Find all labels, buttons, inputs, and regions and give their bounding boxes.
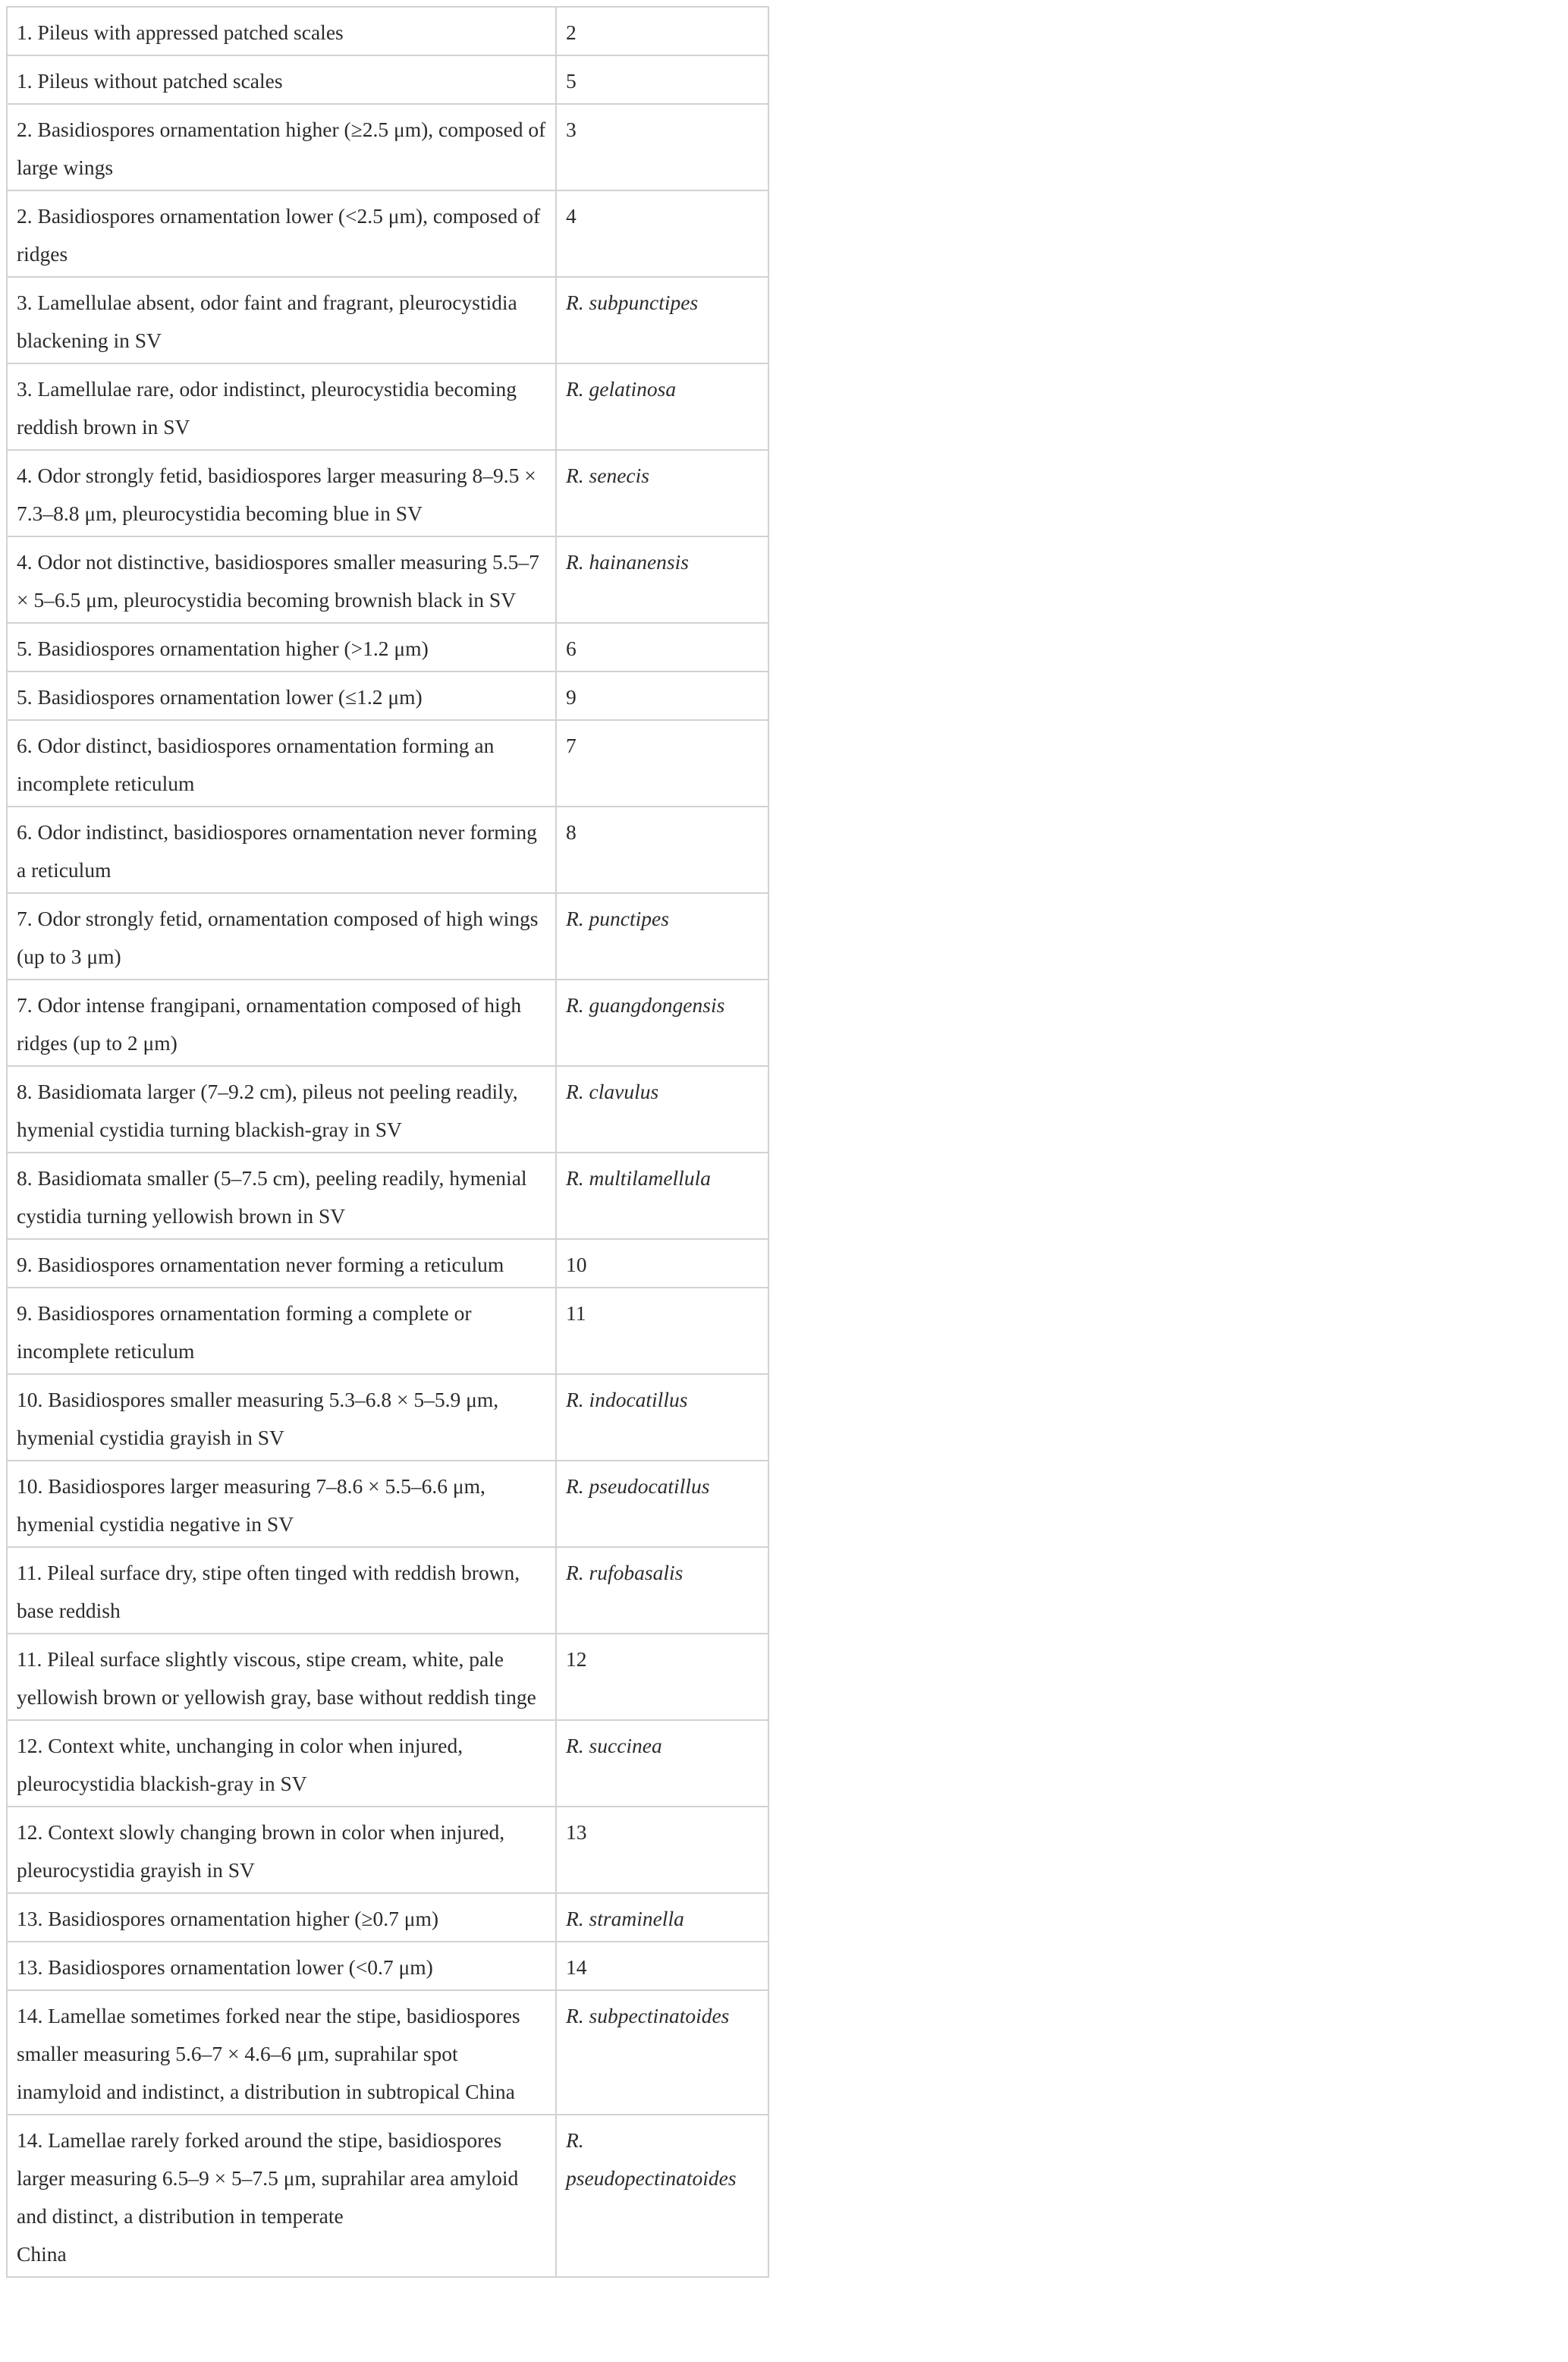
key-row: [7, 277, 768, 363]
species-result: R. subpunctipes: [556, 277, 768, 363]
key-row: [7, 536, 768, 623]
species-result: R. rufobasalis: [556, 1547, 768, 1634]
next-couplet-number: 12: [556, 1634, 768, 1720]
species-result: R. clavulus: [556, 1066, 768, 1153]
key-row: [7, 1461, 768, 1547]
species-result: R. hainanensis: [556, 536, 768, 623]
couplet-description: 7. Odor intense frangipani, ornamentation composed of high ridges (up to 2 μm): [7, 980, 556, 1066]
species-result: R. pseudopectinatoides: [556, 2115, 768, 2277]
key-row: [7, 1720, 768, 1807]
couplet-description: 8. Basidiomata larger (7–9.2 cm), pileus not peeling readily, hymenial cystidia turning blackish-gray in SV: [7, 1066, 556, 1153]
species-result: R. multilamellula: [556, 1153, 768, 1239]
couplet-description: 10. Basidiospores larger measuring 7–8.6 × 5.5–6.6 μm, hymenial cystidia negative in SV: [7, 1461, 556, 1547]
couplet-description: 2. Basidiospores ornamentation lower (<2.5 μm), composed of ridges: [7, 190, 556, 277]
next-couplet-number: 2: [556, 7, 768, 55]
species-result: R. pseudocatillus: [556, 1461, 768, 1547]
species-result: R. guangdongensis: [556, 980, 768, 1066]
couplet-description: 5. Basidiospores ornamentation higher (>1.2 μm): [7, 623, 556, 671]
key-row: [7, 720, 768, 807]
couplet-description: 4. Odor strongly fetid, basidiospores larger measuring 8–9.5 × 7.3–8.8 μm, pleurocystidia becoming blue in SV: [7, 450, 556, 536]
next-couplet-number: 5: [556, 55, 768, 104]
key-row: [7, 1239, 768, 1288]
couplet-description: 3. Lamellulae absent, odor faint and fragrant, pleurocystidia blackening in SV: [7, 277, 556, 363]
key-row: [7, 2115, 768, 2277]
species-result: R. senecis: [556, 450, 768, 536]
couplet-description: 13. Basidiospores ornamentation lower (<0.7 μm): [7, 1942, 556, 1990]
couplet-description: 1. Pileus with appressed patched scales: [7, 7, 556, 55]
couplet-description: 8. Basidiomata smaller (5–7.5 cm), peeling readily, hymenial cystidia turning yellowish brown in SV: [7, 1153, 556, 1239]
couplet-description: 6. Odor indistinct, basidiospores ornamentation never forming a reticulum: [7, 807, 556, 893]
couplet-description: 12. Context white, unchanging in color when injured, pleurocystidia blackish-gray in SV: [7, 1720, 556, 1807]
key-row: [7, 104, 768, 190]
key-table-body: [7, 7, 768, 2277]
key-row: [7, 55, 768, 104]
next-couplet-number: 6: [556, 623, 768, 671]
key-row: [7, 190, 768, 277]
key-row: [7, 623, 768, 671]
couplet-description: 9. Basidiospores ornamentation forming a complete or incomplete reticulum: [7, 1288, 556, 1374]
key-row: [7, 450, 768, 536]
key-row: [7, 1807, 768, 1893]
key-row: [7, 980, 768, 1066]
couplet-description: 5. Basidiospores ornamentation lower (≤1.2 μm): [7, 671, 556, 720]
couplet-description: 9. Basidiospores ornamentation never forming a reticulum: [7, 1239, 556, 1288]
couplet-description: 11. Pileal surface dry, stipe often tinged with reddish brown, base reddish: [7, 1547, 556, 1634]
couplet-description: 14. Lamellae sometimes forked near the stipe, basidiospores smaller measuring 5.6–7 × 4.6–6 μm, suprahilar spot inamyloid and indistinct, a distribution in subtropical China: [7, 1990, 556, 2115]
next-couplet-number: 13: [556, 1807, 768, 1893]
next-couplet-number: 11: [556, 1288, 768, 1374]
couplet-description: 13. Basidiospores ornamentation higher (≥0.7 μm): [7, 1893, 556, 1942]
couplet-description: 11. Pileal surface slightly viscous, stipe cream, white, pale yellowish brown or yellowish gray, base without reddish tinge: [7, 1634, 556, 1720]
species-result: R. gelatinosa: [556, 363, 768, 450]
next-couplet-number: 9: [556, 671, 768, 720]
key-row: [7, 1942, 768, 1990]
key-row: [7, 807, 768, 893]
key-row: [7, 1288, 768, 1374]
couplet-description: 4. Odor not distinctive, basidiospores smaller measuring 5.5–7 × 5–6.5 μm, pleurocystidia becoming brownish black in SV: [7, 536, 556, 623]
key-row: [7, 1893, 768, 1942]
next-couplet-number: 7: [556, 720, 768, 807]
couplet-description: 3. Lamellulae rare, odor indistinct, pleurocystidia becoming reddish brown in SV: [7, 363, 556, 450]
species-result: R. subpectinatoides: [556, 1990, 768, 2115]
couplet-description: 2. Basidiospores ornamentation higher (≥2.5 μm), composed of large wings: [7, 104, 556, 190]
species-result: R. punctipes: [556, 893, 768, 980]
species-result: R. succinea: [556, 1720, 768, 1807]
key-row: [7, 671, 768, 720]
key-row: [7, 1547, 768, 1634]
species-result: R. straminella: [556, 1893, 768, 1942]
key-row: [7, 363, 768, 450]
key-row: [7, 1153, 768, 1239]
couplet-description: 7. Odor strongly fetid, ornamentation composed of high wings (up to 3 μm): [7, 893, 556, 980]
species-result: R. indocatillus: [556, 1374, 768, 1461]
couplet-description: 14. Lamellae rarely forked around the stipe, basidiospores larger measuring 6.5–9 × 5–7.5 μm, suprahilar area amyloid and distinct, a distribution in temperate China: [7, 2115, 556, 2277]
key-row: [7, 1990, 768, 2115]
couplet-description: 6. Odor distinct, basidiospores ornamentation forming an incomplete reticulum: [7, 720, 556, 807]
key-row: [7, 893, 768, 980]
couplet-description: 12. Context slowly changing brown in color when injured, pleurocystidia grayish in SV: [7, 1807, 556, 1893]
couplet-description: 1. Pileus without patched scales: [7, 55, 556, 104]
next-couplet-number: 14: [556, 1942, 768, 1990]
key-row: [7, 1634, 768, 1720]
identification-key-table: [6, 6, 769, 2278]
next-couplet-number: 8: [556, 807, 768, 893]
couplet-description: 10. Basidiospores smaller measuring 5.3–6.8 × 5–5.9 μm, hymenial cystidia grayish in SV: [7, 1374, 556, 1461]
key-row: [7, 1374, 768, 1461]
next-couplet-number: 3: [556, 104, 768, 190]
key-row: [7, 7, 768, 55]
next-couplet-number: 4: [556, 190, 768, 277]
key-row: [7, 1066, 768, 1153]
next-couplet-number: 10: [556, 1239, 768, 1288]
